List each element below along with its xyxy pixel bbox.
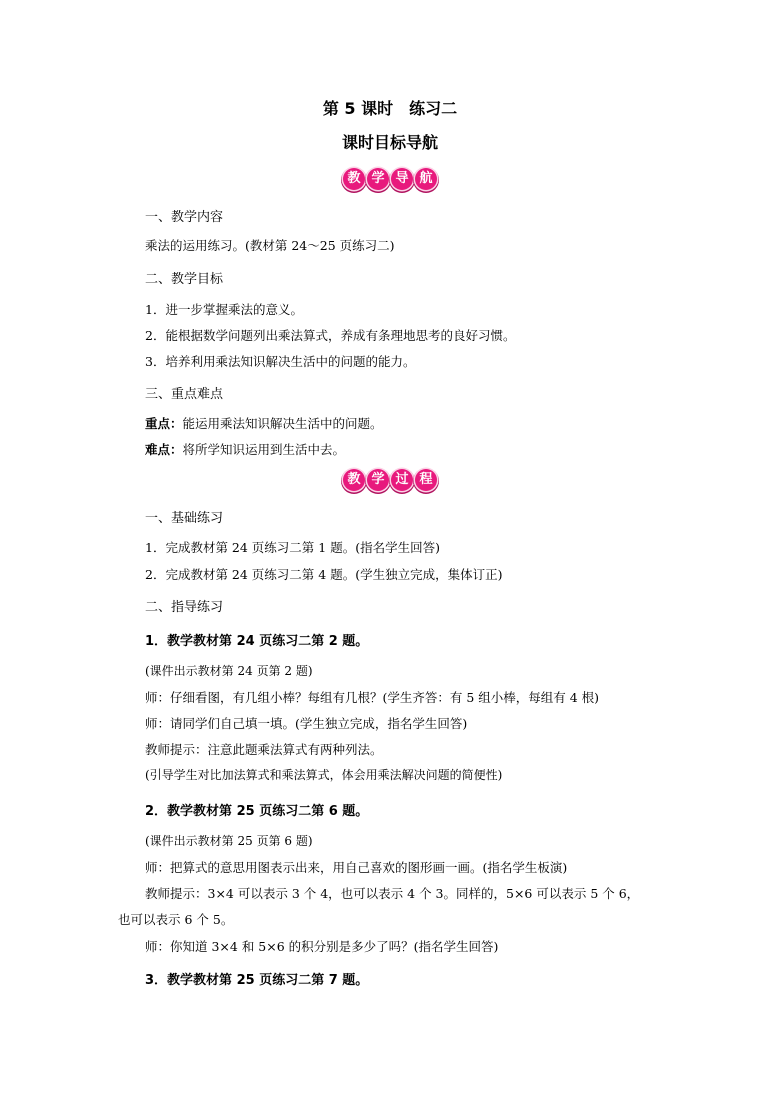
section-heading: 二、指导练习 [145, 600, 224, 615]
key-label: 重点： [145, 416, 183, 431]
task-title: 2．教学教材第 25 页练习二第 6 题。 [145, 804, 369, 819]
lesson-title: 第 5 课时 练习二 [322, 99, 458, 118]
paragraph: 也可以表示 6 个 5。 [118, 912, 234, 927]
paragraph: (引导学生对比加法算式和乘法算式，体会用乘法解决问题的简便性) [145, 768, 503, 782]
badge-char: 导 [391, 168, 413, 190]
badge-char: 航 [415, 168, 437, 190]
difficulty-text: 将所学知识运用到生活中去。 [182, 442, 346, 457]
section-heading: 二、教学目标 [145, 272, 224, 287]
list-item: 1．完成教材第 24 页练习二第 1 题。(指名学生回答) [145, 540, 440, 555]
paragraph: 师：把算式的意思用图表示出来，用自己喜欢的图形画一画。(指名学生板演) [145, 860, 568, 875]
badge-char: 过 [391, 469, 413, 491]
list-item: 2．完成教材第 24 页练习二第 4 题。(学生独立完成，集体订正) [145, 567, 503, 582]
difficulty-label: 难点： [145, 442, 183, 457]
task-title: 3．教学教材第 25 页练习二第 7 题。 [145, 973, 369, 988]
list-item: 3．培养利用乘法知识解决生活中的问题的能力。 [145, 354, 416, 369]
paragraph: 教师提示：注意此题乘法算式有两种列法。 [145, 742, 383, 757]
subtitle-goals: 课时目标导航 [341, 133, 438, 152]
paragraph: (课件出示教材第 24 页第 2 题) [145, 664, 313, 678]
list-item: 2．能根据数学问题列出乘法算式，养成有条理地思考的良好习惯。 [145, 328, 516, 343]
badge-char: 学 [367, 168, 389, 190]
badge-char: 学 [367, 469, 389, 491]
task-title: 1．教学教材第 24 页练习二第 2 题。 [145, 634, 369, 649]
section-heading: 一、教学内容 [145, 210, 224, 225]
badge-char: 教 [343, 168, 365, 190]
paragraph: 教师提示：3×4 可以表示 3 个 4，也可以表示 4 个 3。同样的，5×6 可以表示 5 个 6， [145, 886, 640, 901]
list-item: 1．进一步掌握乘法的意义。 [145, 302, 303, 317]
section-heading: 一、基础练习 [145, 511, 224, 526]
badge-teaching-guide [0, 168, 780, 190]
badge-char: 程 [415, 469, 437, 491]
paragraph: 师：你知道 3×4 和 5×6 的积分别是多少了吗？(指名学生回答) [145, 939, 499, 954]
key-text: 能运用乘法知识解决生活中的问题。 [182, 416, 383, 431]
paragraph: 乘法的运用练习。(教材第 24～25 页练习二) [145, 238, 395, 253]
badge-teaching-process [0, 469, 780, 491]
section-heading: 三、重点难点 [145, 387, 224, 402]
badge-char: 教 [343, 469, 365, 491]
difficulty-line [145, 440, 345, 458]
paragraph: 师：仔细看图，有几组小棒？每组有几根？(学生齐答：有 5 组小棒，每组有 4 根) [145, 690, 600, 705]
paragraph: (课件出示教材第 25 页第 6 题) [145, 834, 313, 848]
paragraph: 师：请同学们自己填一填。(学生独立完成，指名学生回答) [145, 716, 468, 731]
key-point-line [145, 414, 383, 432]
